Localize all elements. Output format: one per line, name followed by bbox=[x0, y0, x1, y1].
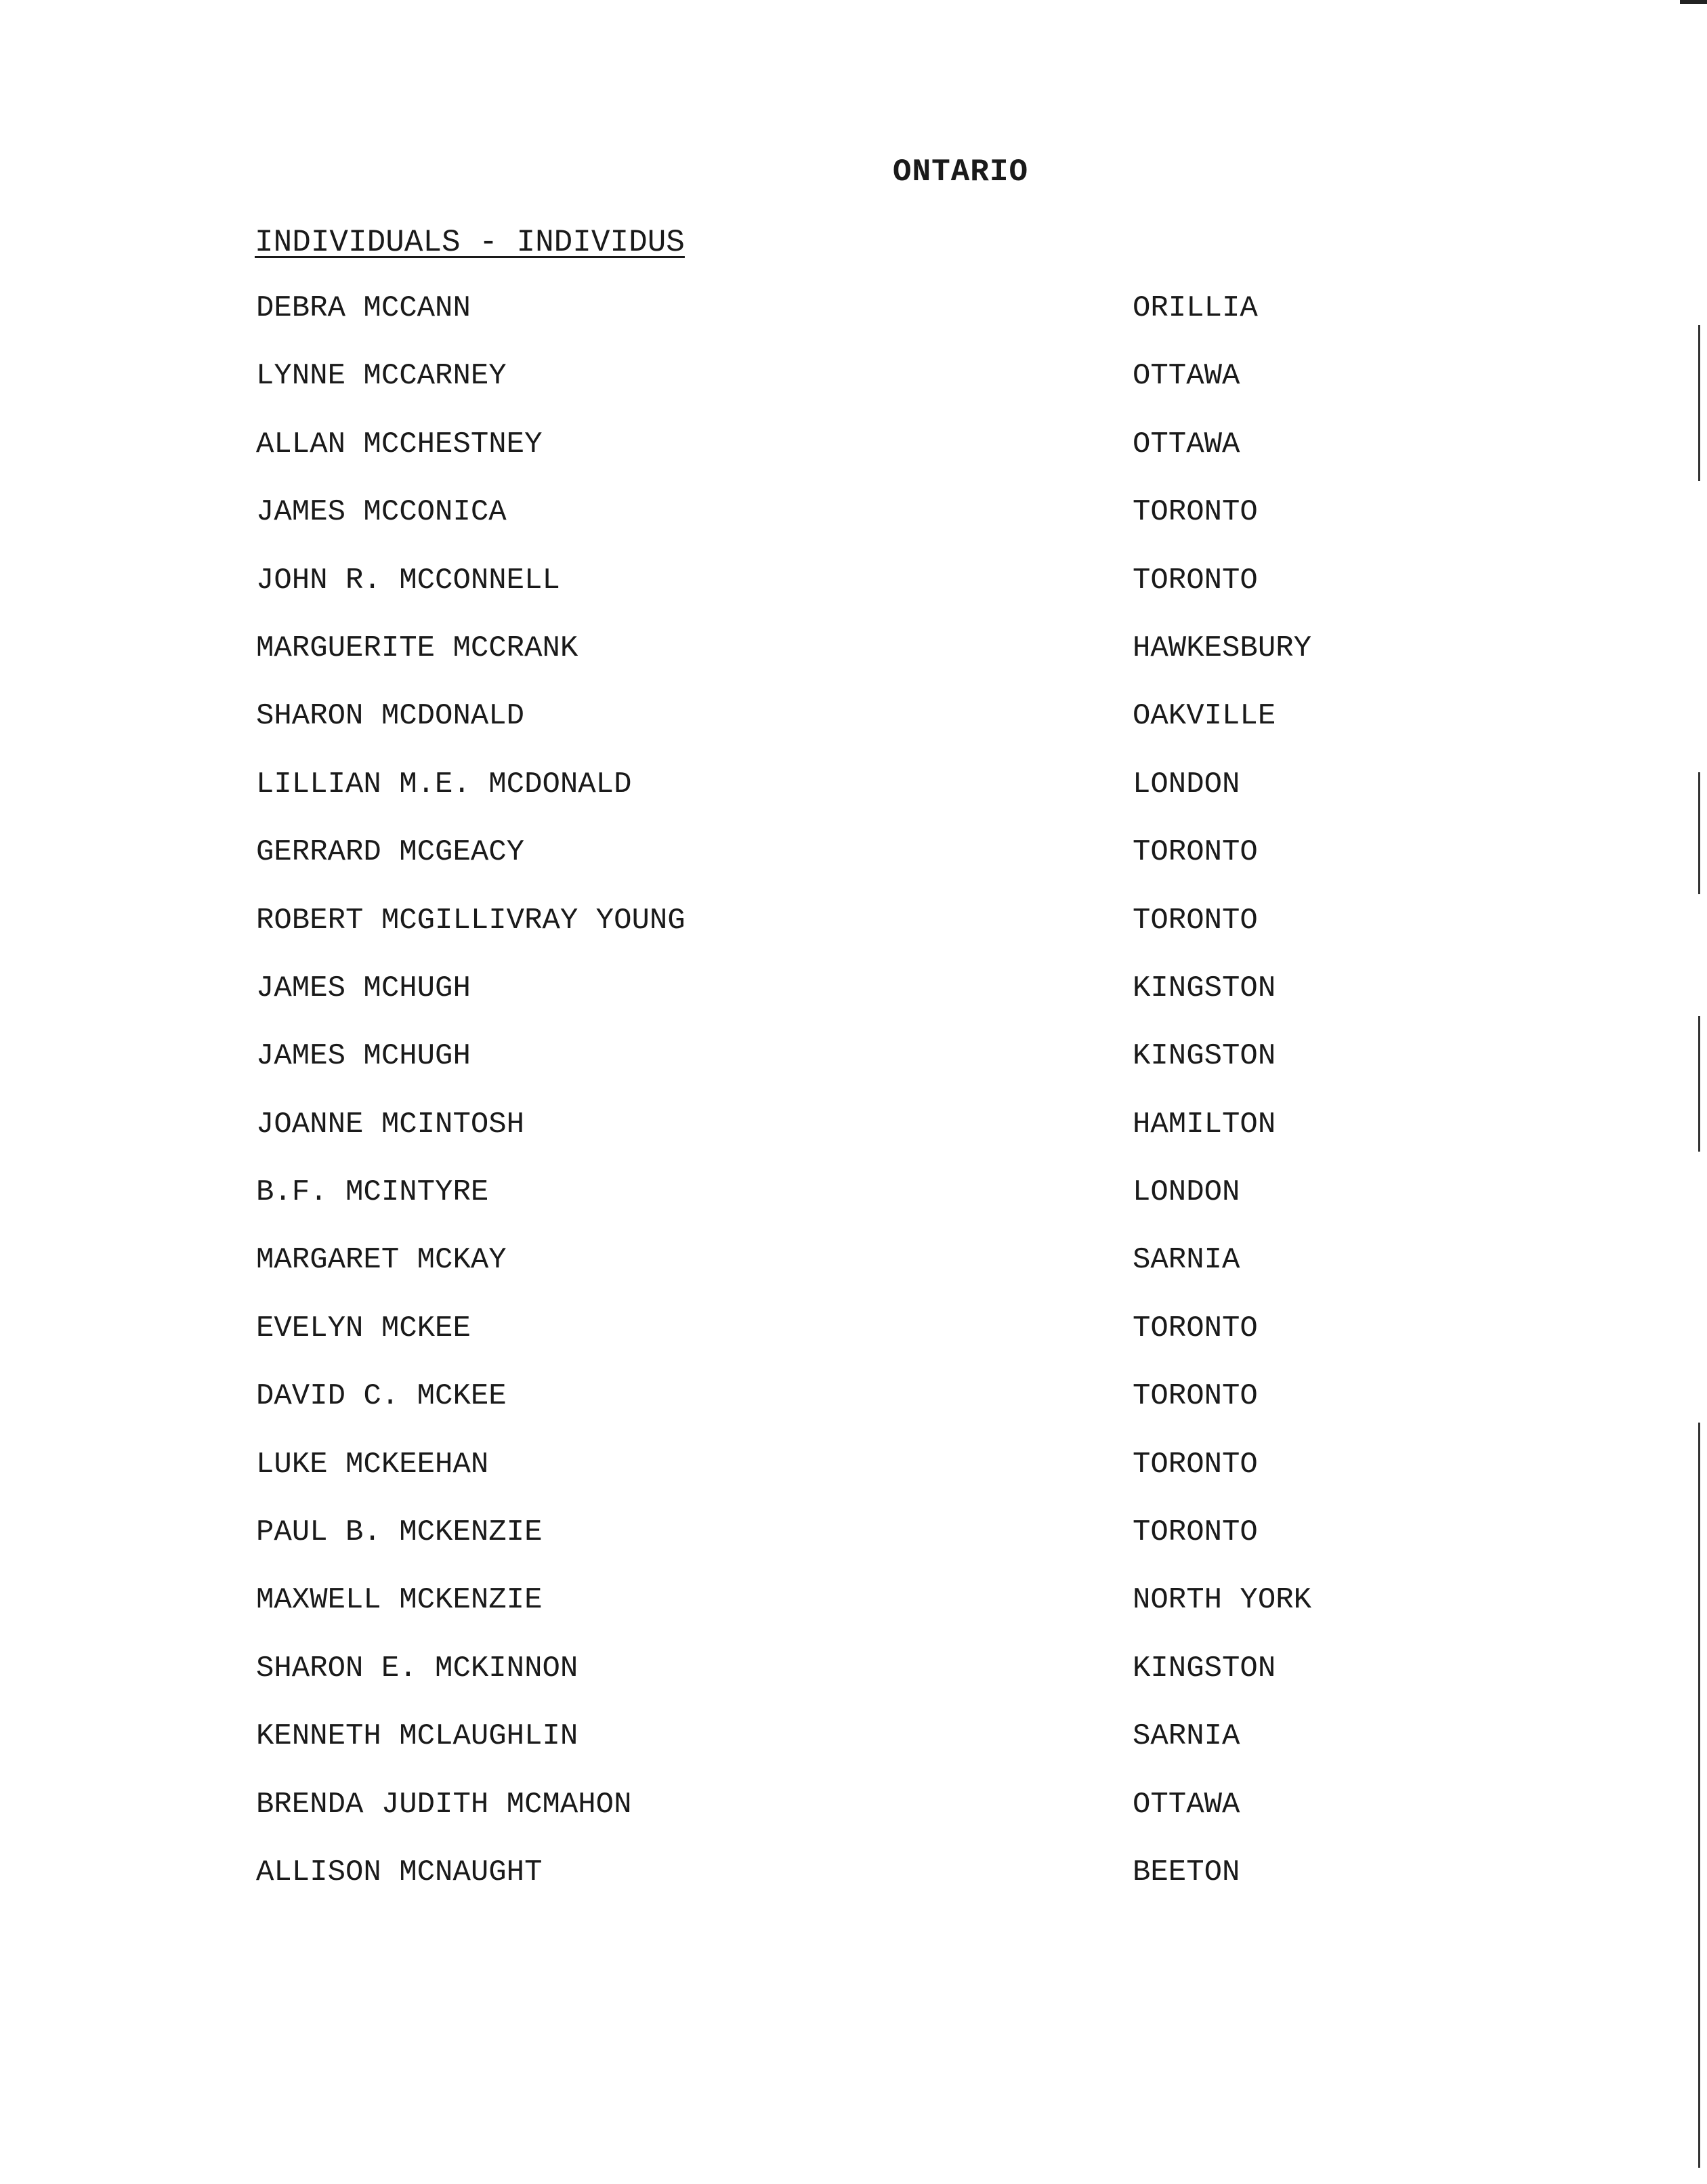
person-name: B.F. MCINTYRE bbox=[256, 1175, 489, 1210]
list-item bbox=[0, 904, 1707, 971]
person-name: BRENDA JUDITH MCMAHON bbox=[256, 1787, 632, 1822]
person-name: DEBRA MCCANN bbox=[256, 291, 471, 325]
person-city: KINGSTON bbox=[1133, 971, 1276, 1005]
person-city: KINGSTON bbox=[1133, 1039, 1276, 1074]
list-item bbox=[0, 1515, 1707, 1583]
person-name: PAUL B. MCKENZIE bbox=[256, 1515, 543, 1550]
list-item bbox=[0, 1652, 1707, 1719]
list-item bbox=[0, 1379, 1707, 1447]
person-name: EVELYN MCKEE bbox=[256, 1311, 471, 1345]
person-city: TORONTO bbox=[1133, 563, 1258, 597]
person-name: JOANNE MCINTOSH bbox=[256, 1107, 525, 1141]
person-city: HAWKESBURY bbox=[1133, 631, 1312, 665]
person-name: ROBERT MCGILLIVRAY YOUNG bbox=[256, 903, 686, 938]
list-item bbox=[0, 359, 1707, 427]
person-city: KINGSTON bbox=[1133, 1651, 1276, 1685]
person-city: SARNIA bbox=[1133, 1719, 1240, 1754]
person-name: MARGUERITE MCCRANK bbox=[256, 631, 578, 665]
page-title: ONTARIO bbox=[892, 154, 1029, 190]
list-item bbox=[0, 1108, 1707, 1175]
person-city: OTTAWA bbox=[1133, 1787, 1240, 1822]
person-city: TORONTO bbox=[1133, 1379, 1258, 1414]
person-name: MARGARET MCKAY bbox=[256, 1243, 507, 1278]
person-city: SARNIA bbox=[1133, 1243, 1240, 1278]
list-item bbox=[0, 699, 1707, 767]
person-city: OTTAWA bbox=[1133, 427, 1240, 461]
list-item bbox=[0, 564, 1707, 631]
list-item bbox=[0, 427, 1707, 495]
person-name: DAVID C. MCKEE bbox=[256, 1379, 507, 1414]
person-name: SHARON E. MCKINNON bbox=[256, 1651, 578, 1685]
person-city: NORTH YORK bbox=[1133, 1583, 1312, 1618]
person-city: TORONTO bbox=[1133, 835, 1258, 870]
person-name: ALLISON MCNAUGHT bbox=[256, 1855, 543, 1889]
person-name: LUKE MCKEEHAN bbox=[256, 1447, 489, 1482]
person-city: LONDON bbox=[1133, 1175, 1240, 1210]
list-item bbox=[0, 1583, 1707, 1651]
person-name: ALLAN MCCHESTNEY bbox=[256, 427, 543, 461]
person-city: TORONTO bbox=[1133, 495, 1258, 530]
list-item bbox=[0, 631, 1707, 699]
list-item bbox=[0, 1788, 1707, 1855]
list-item bbox=[0, 1039, 1707, 1107]
list-item bbox=[0, 1719, 1707, 1787]
list-item bbox=[0, 1175, 1707, 1243]
person-city: TORONTO bbox=[1133, 1311, 1258, 1345]
individuals-list bbox=[0, 291, 1707, 1923]
person-name: KENNETH MCLAUGHLIN bbox=[256, 1719, 578, 1754]
list-item bbox=[0, 495, 1707, 563]
person-city: TORONTO bbox=[1133, 1515, 1258, 1550]
person-name: GERRARD MCGEACY bbox=[256, 835, 525, 870]
person-city: OAKVILLE bbox=[1133, 699, 1276, 734]
person-city: HAMILTON bbox=[1133, 1107, 1276, 1141]
person-name: LILLIAN M.E. MCDONALD bbox=[256, 767, 632, 801]
person-city: BEETON bbox=[1133, 1855, 1240, 1889]
list-item bbox=[0, 1243, 1707, 1311]
person-city: OTTAWA bbox=[1133, 359, 1240, 394]
list-item bbox=[0, 1855, 1707, 1923]
section-heading: INDIVIDUALS - INDIVIDUS bbox=[255, 225, 685, 260]
person-name: SHARON MCDONALD bbox=[256, 699, 525, 734]
person-name: JAMES MCCONICA bbox=[256, 495, 507, 530]
person-city: TORONTO bbox=[1133, 903, 1258, 938]
person-city: TORONTO bbox=[1133, 1447, 1258, 1482]
list-item bbox=[0, 291, 1707, 359]
person-city: LONDON bbox=[1133, 767, 1240, 801]
person-name: LYNNE MCCARNEY bbox=[256, 359, 507, 394]
list-item bbox=[0, 835, 1707, 903]
list-item bbox=[0, 1311, 1707, 1379]
person-name: JAMES MCHUGH bbox=[256, 1039, 471, 1074]
person-name: MAXWELL MCKENZIE bbox=[256, 1583, 543, 1618]
person-name: JAMES MCHUGH bbox=[256, 971, 471, 1005]
list-item bbox=[0, 1448, 1707, 1515]
person-name: JOHN R. MCCONNELL bbox=[256, 563, 560, 597]
list-item bbox=[0, 971, 1707, 1039]
scan-corner-mark bbox=[1680, 0, 1707, 4]
person-city: ORILLIA bbox=[1133, 291, 1258, 325]
list-item bbox=[0, 768, 1707, 835]
